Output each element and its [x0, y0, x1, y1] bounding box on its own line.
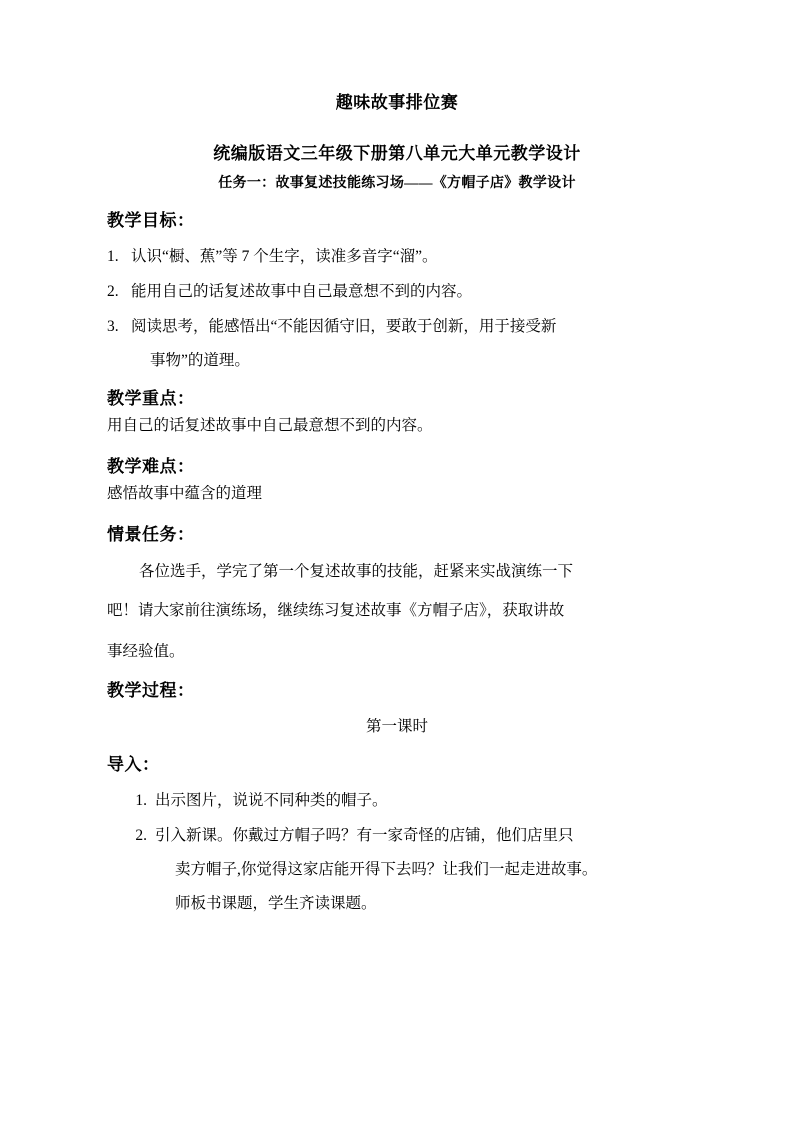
list-text: 认识“橱、蕉”等 7 个生字，读准多音字“溜”。	[131, 248, 438, 265]
heading-key-point: 教学重点：	[107, 389, 195, 408]
intro-list	[107, 784, 687, 921]
list-marker: 2.	[135, 827, 147, 844]
heading-scenario: 情景任务：	[107, 525, 195, 544]
list-text: 引入新课。你戴过方帽子吗？有一家奇怪的店铺，他们店里只	[155, 827, 574, 844]
heading-objectives: 教学目标：	[107, 211, 195, 230]
scenario-paragraph-2: 吧！请大家前往演练场，继续练习复述故事《方帽子店》，获取讲故	[107, 602, 565, 619]
list-text: 阅读思考，能感悟出“不能因循守旧，要敢于创新，用于接受新	[131, 318, 557, 335]
key-point-text: 用自己的话复述故事中自己最意想不到的内容。	[107, 417, 433, 434]
scenario-paragraph-1: 各位选手，学完了第一个复述故事的技能，赶紧来实战演练一下	[139, 563, 574, 580]
difficulty-text: 感悟故事中蕴含的道理	[107, 485, 263, 502]
objectives-list	[107, 240, 687, 378]
list-marker: 1.	[135, 792, 147, 809]
document-subtitle: 统编版语文三年级下册第八单元大单元教学设计	[213, 144, 581, 163]
document-task-line: 任务一：故事复述技能练习场——《方帽子店》教学设计	[218, 176, 576, 191]
heading-process: 教学过程：	[107, 681, 195, 700]
list-text-continued: 事物”的道理。	[150, 352, 250, 369]
scenario-paragraph-3: 事经验值。	[107, 643, 185, 660]
list-marker: 3.	[107, 318, 119, 335]
heading-intro: 导入：	[107, 755, 160, 774]
list-item	[107, 310, 687, 378]
heading-difficulty: 教学难点：	[107, 457, 195, 476]
list-text: 出示图片，说说不同种类的帽子。	[155, 792, 388, 809]
list-marker: 2.	[107, 283, 119, 300]
page-title: 趣味故事排位赛	[335, 93, 459, 112]
list-text: 能用自己的话复述故事中自己最意想不到的内容。	[131, 283, 473, 300]
list-item	[107, 784, 687, 818]
list-item	[107, 819, 687, 921]
list-text-continued: 卖方帽子,你觉得这家店能开得下去吗？让我们一起走进故事。	[175, 861, 598, 878]
list-marker: 1.	[107, 248, 119, 265]
list-item	[107, 275, 687, 309]
lesson-label: 第一课时	[365, 718, 428, 735]
list-item	[107, 240, 687, 274]
list-text-continued-2: 师板书课题，学生齐读课题。	[175, 895, 377, 912]
